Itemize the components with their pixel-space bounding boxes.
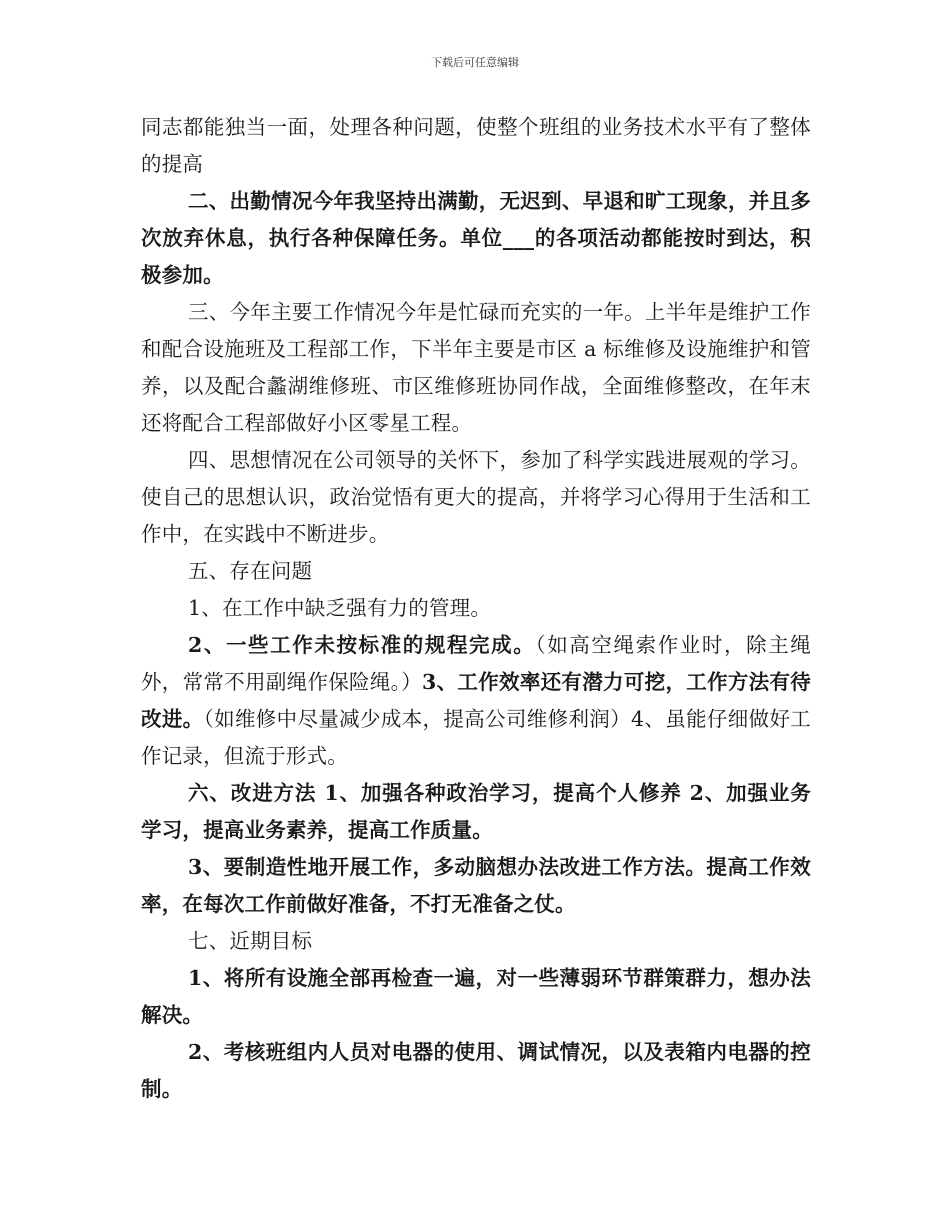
paragraph-text: 六、改进方法 1、加强各种政治学习，提高个人修养 2、加强业务学习，提高业务素养，提高工作质量。 [141,781,811,842]
paragraph-improvement [141,775,811,849]
heading-problems [141,553,811,590]
problem-item-1 [141,590,811,627]
paragraph-text: （如维修中尽量减少成本，提高公司维修利润）4、虽能仔细做好工作记录，但流于形式。 [141,707,811,768]
paragraph-text: 1、在工作中缺乏强有力的管理。 [188,596,492,620]
paragraph-text: 三、今年主要工作情况今年是忙碌而充实的一年。上半年是维护工作和配合设施班及工程部工作，下半年主要是市区 a 标维修及设施维护和管养，以及配合蠡湖维修班、市区维修班协同作战，全面维修整改，在年末还将配合工程部做好小区零星工程。 [141,300,811,435]
paragraph-text: 2、考核班组内人员对电器的使用、调试情况，以及表箱内电器的控制。 [141,1040,811,1101]
paragraph-text: （如高空绳索作业时，除主绳外，常常不用副绳作保险绳。） [141,633,811,694]
paragraph-text: 同志都能独当一面，处理各种问题，使整个班组的业务技术水平有了整体的提高 [141,115,811,176]
paragraph-text: 2、一些工作未按标准的规程完成。 [188,633,536,657]
paragraph-main-work [141,294,811,442]
heading-text: 七、近期目标 [188,929,313,953]
goal-item-2 [141,1034,811,1108]
heading-text: 五、存在问题 [188,559,313,583]
paragraph-continuation [141,109,811,183]
paragraph-text: 3、工作效率还有潜力可挖，工作方法有待改进。 [141,670,811,731]
document-body [141,109,811,1108]
paragraph-thoughts [141,442,811,553]
paragraph-text: 二、出勤情况今年我坚持出满勤，无迟到、早退和旷工现象，并且多次放弃休息，执行各种保障任务。单位___的各项活动都能按时到达，积极参加。 [141,189,811,287]
goal-item-1 [141,960,811,1034]
problem-items-2-4 [141,627,811,775]
heading-goals [141,923,811,960]
paragraph-attendance [141,183,811,294]
paragraph-text: 1、将所有设施全部再检查一遍，对一些薄弱环节群策群力，想办法解决。 [141,966,811,1027]
page-header: 下载后可任意编辑 [431,56,519,69]
paragraph-improvement-3 [141,849,811,923]
paragraph-text: 四、思想情况在公司领导的关怀下，参加了科学实践进展观的学习。使自己的思想认识，政治觉悟有更大的提高，并将学习心得用于生活和工作中，在实践中不断进步。 [141,448,811,546]
paragraph-text: 3、要制造性地开展工作，多动脑想办法改进工作方法。提高工作效率，在每次工作前做好准备，不打无准备之仗。 [141,855,811,916]
